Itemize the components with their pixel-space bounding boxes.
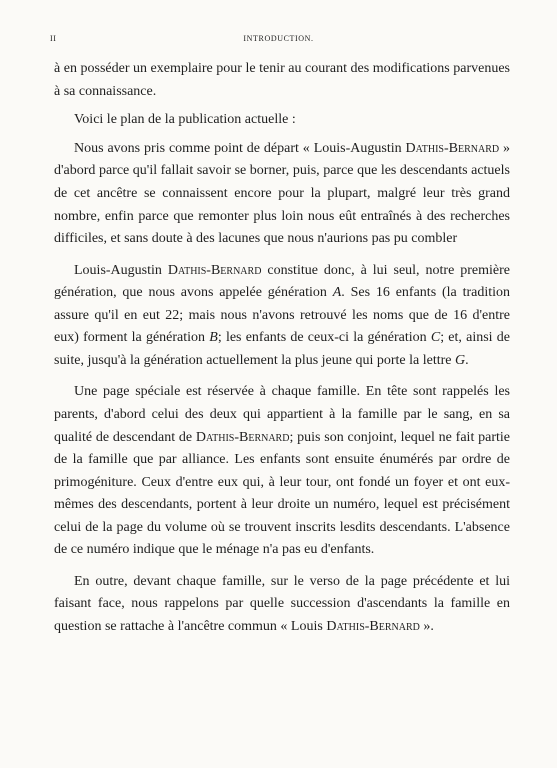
text-segment: Une page spéciale est réservée à chaque famille. En tête sont rappelés les parents, d'abord celui des deux qui appartient à la famille par le sang, en sa qualité de descendant de bbox=[54, 384, 510, 445]
paragraph-generations bbox=[54, 260, 510, 373]
generation-letter: G bbox=[455, 352, 466, 368]
family-name: Dathis-Bernard bbox=[167, 262, 262, 278]
page-header bbox=[48, 34, 509, 48]
generation-letter: C bbox=[430, 330, 441, 346]
text-segment: ; les enfants de ceux-ci la génération bbox=[217, 330, 431, 346]
generation-letter: A bbox=[332, 285, 342, 301]
text-segment: ». bbox=[419, 619, 434, 635]
generation-letter: B bbox=[209, 330, 218, 346]
text-segment: ; et, ainsi de suite, jusqu'à la génération actuellement la plus jeune qui porte la lettre bbox=[54, 330, 510, 368]
text-segment: » d'abord parce qu'il fallait savoir se borner, puis, parce que les descendants actuels de cet ancêtre se connaissent encore pour la plupart, malgré leur très grand nombre, enfin parce que remonter plus loin nous eût entraînés à des recherches difficiles, et sans doute à des lacunes que nous n'aurions pas pu combler bbox=[54, 140, 511, 247]
text-segment: Nous avons pris comme point de départ « Louis-Augustin bbox=[74, 140, 406, 156]
text-segment: . Ses 16 enfants (la tradition assure qu'il en eut 22; mais nous n'avons retrouvé les noms que de 16 d'entre eux) forment la génération bbox=[54, 285, 510, 346]
text-segment: ; puis son conjoint, lequel ne fait partie de la famille que par alliance. Les enfants sont ensuite énumérés par ordre de primogéniture. Ceux d'entre eux qui, à leur tour, ont fondé un foyer et ont eux-mêmes des descendants, portent à leur droite un numéro, lequel est précisément celui de la page du volume où se trouvent inscrits lesdits descendants. L'absence de ce numéro indique que le ménage n'a pas eu d'enfants. bbox=[54, 429, 510, 558]
paragraph-plan-intro: Voici le plan de la publication actuelle : bbox=[74, 112, 296, 128]
text-segment: En outre, devant chaque famille, sur le verso de la page précédente et lui faisant face, nous rappelons par quelle succession d'ascendants la famille en question se rattache à l'ancêtre commun « Louis bbox=[54, 573, 510, 635]
body-text bbox=[54, 58, 510, 647]
paragraph-starting-point bbox=[54, 138, 510, 251]
text-segment: constitue donc, à lui seul, notre première génération, que nous avons appelée génération bbox=[54, 262, 510, 301]
family-name: Dathis-Bernard bbox=[326, 619, 420, 635]
family-name: Dathis-Bernard bbox=[405, 140, 500, 156]
paragraph-continued: à en posséder un exemplaire pour le tenir au courant des modifications parvenues à sa connaissance. bbox=[54, 61, 510, 99]
text-segment: Louis-Augustin bbox=[74, 262, 168, 278]
page-number: II bbox=[50, 34, 57, 43]
paragraph-ancestry-verso bbox=[54, 571, 510, 639]
family-name: Dathis-Bernard bbox=[195, 429, 290, 445]
paragraph-family-page bbox=[54, 381, 510, 562]
running-title: INTRODUCTION. bbox=[243, 34, 314, 43]
text-segment: . bbox=[465, 352, 469, 368]
